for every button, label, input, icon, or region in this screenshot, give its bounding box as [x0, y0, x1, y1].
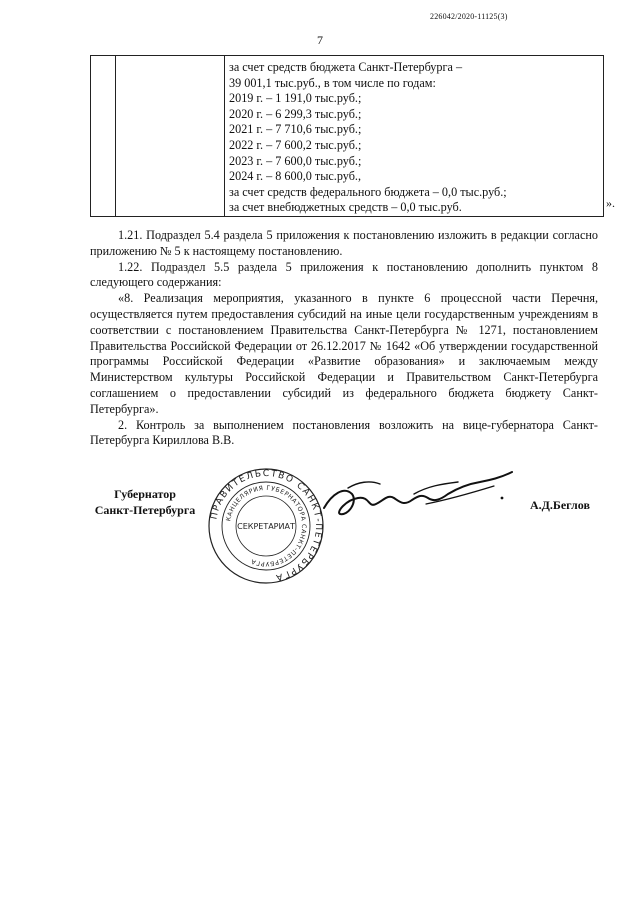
funding-line: 39 001,1 тыс.руб., в том числе по годам:: [229, 75, 436, 90]
seal-outer-text: ПРАВИТЕЛЬСТВО САНКТ-ПЕТЕРБУРГА: [209, 468, 324, 583]
signatory-title: [90, 486, 200, 518]
table-column-number: [91, 56, 116, 216]
page-number: 7: [317, 33, 323, 47]
handwritten-signature: [318, 464, 518, 528]
signatory-title-line2: Санкт-Петербурга: [94, 503, 196, 517]
funding-line: 2020 г. – 6 299,3 тыс.руб.;: [229, 106, 362, 121]
funding-table: [90, 55, 604, 217]
official-seal-stamp: [206, 466, 326, 586]
paragraph-2: 2. Контроль за выполнением постановления возложить на вице-губернатора Санкт-Петербурга Кириллова В.В.: [90, 417, 598, 448]
seal-inner-text: КАНЦЕЛЯРИЯ ГУБЕРНАТОРА САНКТ-ПЕТЕРБУРГА: [225, 484, 308, 568]
signatory-title-line1: Губернатор: [114, 487, 176, 501]
funding-line: за счет средств бюджета Санкт-Петербурга –: [229, 60, 463, 74]
table-cell-funding: [229, 60, 599, 216]
paragraph-1-21: 1.21. Подраздел 5.4 раздела 5 приложения к постановлению изложить в редакции согласно приложению № 5 к настоящему постановлению.: [90, 228, 598, 258]
funding-line: 2021 г. – 7 710,6 тыс.руб.;: [229, 122, 362, 137]
paragraph-1-22: 1.22. Подраздел 5.5 раздела 5 приложения к постановлению дополнить пунктом 8 следующего содержания:: [90, 259, 598, 290]
closing-quote: ».: [606, 196, 615, 210]
funding-line: 2024 г. – 8 600,0 тыс.руб.,: [229, 169, 362, 184]
signatory-name: А.Д.Беглов: [530, 498, 590, 512]
seal-center-text: СЕКРЕТАРИАТ: [237, 522, 295, 531]
funding-line: 2019 г. – 1 191,0 тыс.руб.;: [229, 91, 362, 106]
table-column-label: [115, 56, 225, 216]
funding-line: 2023 г. – 7 600,0 тыс.руб.;: [229, 153, 362, 168]
funding-line: за счет средств федерального бюджета – 0,0 тыс.руб.;: [229, 184, 507, 199]
funding-line: за счет внебюджетных средств – 0,0 тыс.руб.: [229, 200, 462, 215]
funding-line: 2022 г. – 7 600,2 тыс.руб.;: [229, 137, 362, 152]
body-text: [90, 228, 598, 449]
paragraph-quote-8: «8. Реализация мероприятия, указанного в пункте 6 процессной части Перечня, осуществляется путем предоставления субсидий на иные цели государственным учреждениям в соответствии с постановлением Правительства Санкт-Петербурга № 1271, постановлением Правительства Российской Федерации от 26.12.2017 № 1642 «Об утверждении государственной программы Российской Федерации «Развитие образования» и заключаемым между Министерством культуры Российской Федерации и Правительством Санкт-Петербурга соглашением о предоставлении субсидий из федерального бюджета бюджету Санкт-Петербурга».: [90, 291, 598, 416]
document-number: 226042/2020-11125(3): [430, 12, 508, 21]
